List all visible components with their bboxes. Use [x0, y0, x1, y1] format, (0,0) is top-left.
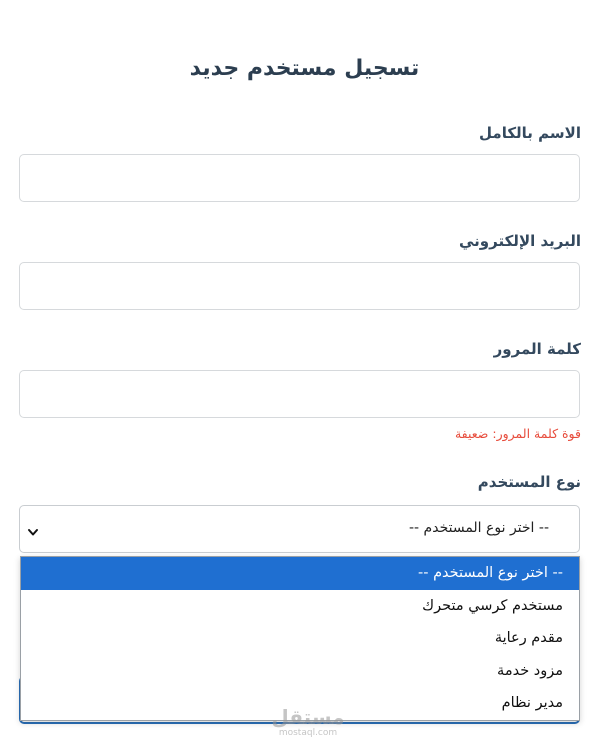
chevron-down-icon[interactable]: [27, 523, 39, 535]
watermark-url: mostaql.com: [278, 728, 338, 738]
user-type-option-caregiver[interactable]: مقدم رعاية: [494, 630, 563, 646]
page-title: تسجيل مستخدم جديد: [189, 56, 420, 81]
user-type-label: نوع المستخدم: [477, 473, 581, 491]
full-name-input[interactable]: [19, 154, 580, 202]
user-type-option-service-provider[interactable]: مزود خدمة: [497, 662, 563, 679]
full-name-label: الاسم بالكامل: [479, 124, 581, 142]
user-type-selected-value: -- اختر نوع المستخدم --: [409, 520, 549, 536]
user-type-option-wheelchair-user[interactable]: مستخدم كرسي متحرك: [422, 597, 563, 614]
email-input[interactable]: [19, 262, 580, 310]
password-label: كلمة المرور: [493, 340, 581, 358]
password-strength-indicator: قوة كلمة المرور: ضعيفة: [454, 426, 581, 441]
email-label: البريد الإلكتروني: [459, 232, 581, 250]
user-type-option-placeholder[interactable]: -- اختر نوع المستخدم --: [21, 557, 579, 590]
user-type-select[interactable]: [19, 505, 580, 553]
user-type-dropdown: [20, 556, 580, 721]
watermark-logo: مستقل: [271, 705, 345, 729]
watermark: [268, 706, 348, 739]
user-type-option-system-admin[interactable]: مدير نظام: [501, 695, 563, 711]
password-input[interactable]: [19, 370, 580, 418]
